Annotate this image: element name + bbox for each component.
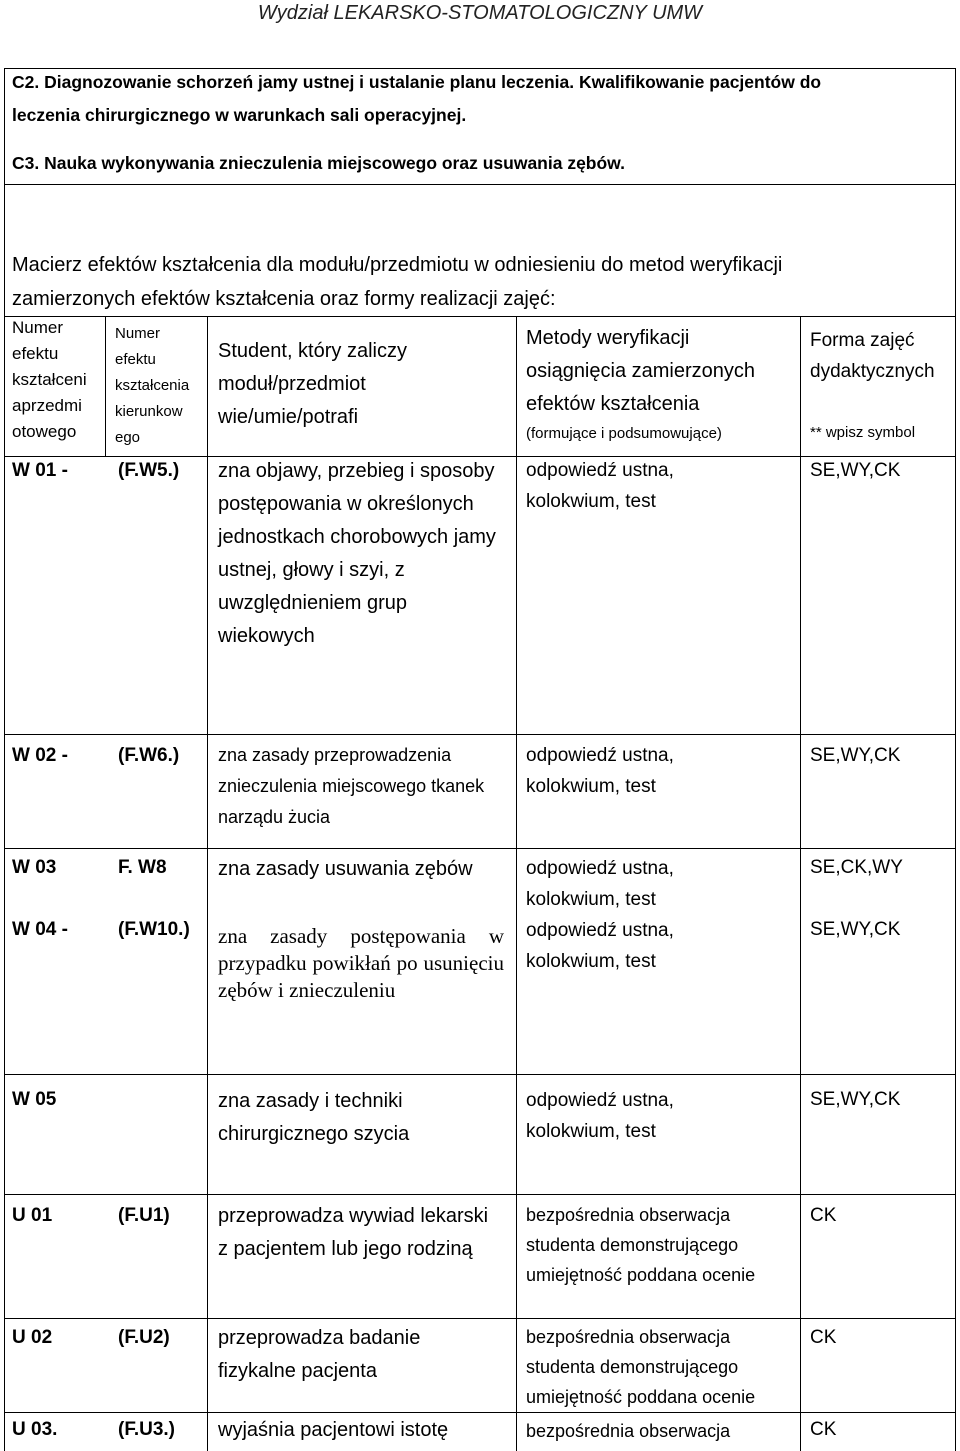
table-row-w04-direction: (F.W10.)	[118, 919, 190, 940]
table-row-w03-direction: F. W8	[118, 857, 167, 878]
table-row-w04-verification: odpowiedź ustna, kolokwium, test	[526, 920, 674, 972]
table-row-u02-verification: bezpośrednia obserwacja studenta demonstrującego umiejętność poddana ocenie	[526, 1327, 756, 1407]
table-row-w03-form: SE,CK,WY	[810, 857, 903, 878]
matrix-title-line2: zamierzonych efektów kształcenia oraz formy realizacji zajęć:	[12, 288, 556, 310]
col1-divider	[105, 316, 106, 456]
table-row-u01-direction: (F.U1)	[118, 1205, 170, 1226]
goals-bottom-border	[4, 184, 956, 185]
table-row-w05-verification: odpowiedź ustna, kolokwium, test	[526, 1090, 674, 1142]
table-row-w03-description: zna zasady usuwania zębów	[218, 858, 473, 880]
header-verification-methods: Metody weryfikacji osiągnięcia zamierzonych efektów kształcenia (formujące i podsumowujące)	[526, 327, 756, 442]
table-row-w04-form: SE,WY,CK	[810, 919, 901, 940]
table-row-u01-number: U 01	[12, 1205, 53, 1226]
page-header: Wydział LEKARSKO-STOMATOLOGICZNY UMW	[257, 2, 703, 24]
table-row-w02-direction: (F.W6.)	[118, 745, 180, 766]
table-row-w01-form: SE,WY,CK	[810, 460, 901, 481]
table-row-u03-description: wyjaśnia pacjentowi istotę	[218, 1419, 449, 1441]
table-row-w04-description: zna zasady postępowania w przypadku powikłań po usunięciu zębów i znieczuleniu	[218, 924, 504, 1002]
table-row-u02-direction: (F.U2)	[118, 1327, 170, 1348]
table-row-u02-form: CK	[810, 1327, 837, 1348]
table-top-border	[4, 316, 956, 317]
goal-c2-line2: leczenia chirurgicznego w warunkach sali operacyjnej.	[12, 105, 467, 125]
table-row-w04-number: W 04 -	[12, 919, 68, 940]
table-row-w02-description: zna zasady przeprowadzenia znieczulenia miejscowego tkanek narządu żucia	[218, 745, 485, 827]
row-w01-border	[4, 734, 956, 735]
row-w02-border	[4, 848, 956, 849]
matrix-title-line1: Macierz efektów kształcenia dla modułu/przedmiotu w odniesieniu do metod weryfikacji	[12, 254, 783, 276]
header-student-outcome: Student, który zaliczy moduł/przedmiot wie/umie/potrafi	[218, 340, 407, 428]
header-effect-number-subject: Numer efektu kształceni aprzedmi otowego	[12, 318, 87, 441]
table-row-w03-number: W 03	[12, 857, 57, 878]
table-row-w01-description: zna objawy, przebieg i sposoby postępowania w określonych jednostkach chorobowych jamy ustnej, głowy i szyi, z uwzględnieniem grup wiekowych	[218, 460, 496, 647]
table-row-u02-number: U 02	[12, 1327, 53, 1348]
table-row-u01-verification: bezpośrednia obserwacja studenta demonstrującego umiejętność poddana ocenie	[526, 1205, 756, 1285]
table-row-u01-form: CK	[810, 1205, 837, 1226]
header-class-form-note: ** wpisz symbol	[810, 424, 916, 441]
table-row-w02-form: SE,WY,CK	[810, 745, 901, 766]
table-row-u02-description: przeprowadza badanie fizykalne pacjenta	[218, 1327, 421, 1382]
goal-c3: C3. Nauka wykonywania znieczulenia miejscowego oraz usuwania zębów.	[12, 153, 626, 173]
frame-right-border	[955, 68, 956, 1451]
table-row-w03-verification: odpowiedź ustna, kolokwium, test	[526, 858, 674, 910]
header-effect-number-direction: Numer efektu kształcenia kierunkow ego	[115, 325, 190, 446]
table-row-w05-description: zna zasady i techniki chirurgicznego szycia	[218, 1090, 410, 1145]
table-row-w01-verification: odpowiedź ustna, kolokwium, test	[526, 460, 674, 512]
table-row-u03-number: U 03.	[12, 1419, 58, 1440]
col3-divider	[516, 316, 517, 1451]
row-u01-border	[4, 1318, 956, 1319]
table-row-w01-direction: (F.W5.)	[118, 460, 180, 481]
table-row-w02-verification: odpowiedź ustna, kolokwium, test	[526, 745, 674, 797]
row-w05-border	[4, 1194, 956, 1195]
table-row-u01-description: przeprowadza wywiad lekarski z pacjentem lub jego rodziną	[218, 1205, 489, 1260]
row-w04-border	[4, 1074, 956, 1075]
table-row-u03-direction: (F.U3.)	[118, 1419, 175, 1440]
table-row-u03-verification: bezpośrednia obserwacja	[526, 1421, 731, 1441]
col2-divider	[207, 316, 208, 1451]
col4-divider	[800, 316, 801, 1451]
table-row-u03-form: CK	[810, 1419, 837, 1440]
header-class-form: Forma zajęć dydaktycznych	[810, 330, 935, 382]
table-row-w05-form: SE,WY,CK	[810, 1089, 901, 1110]
table-row-w02-number: W 02 -	[12, 745, 68, 766]
row-u02-border	[4, 1412, 956, 1413]
goal-c2-line1: C2. Diagnozowanie schorzeń jamy ustnej i ustalanie planu leczenia. Kwalifikowanie pacjentów do	[12, 72, 822, 92]
table-row-w05-number: W 05	[12, 1089, 57, 1110]
frame-left-border	[4, 68, 5, 1451]
table-row-w01-number: W 01 -	[12, 460, 68, 481]
